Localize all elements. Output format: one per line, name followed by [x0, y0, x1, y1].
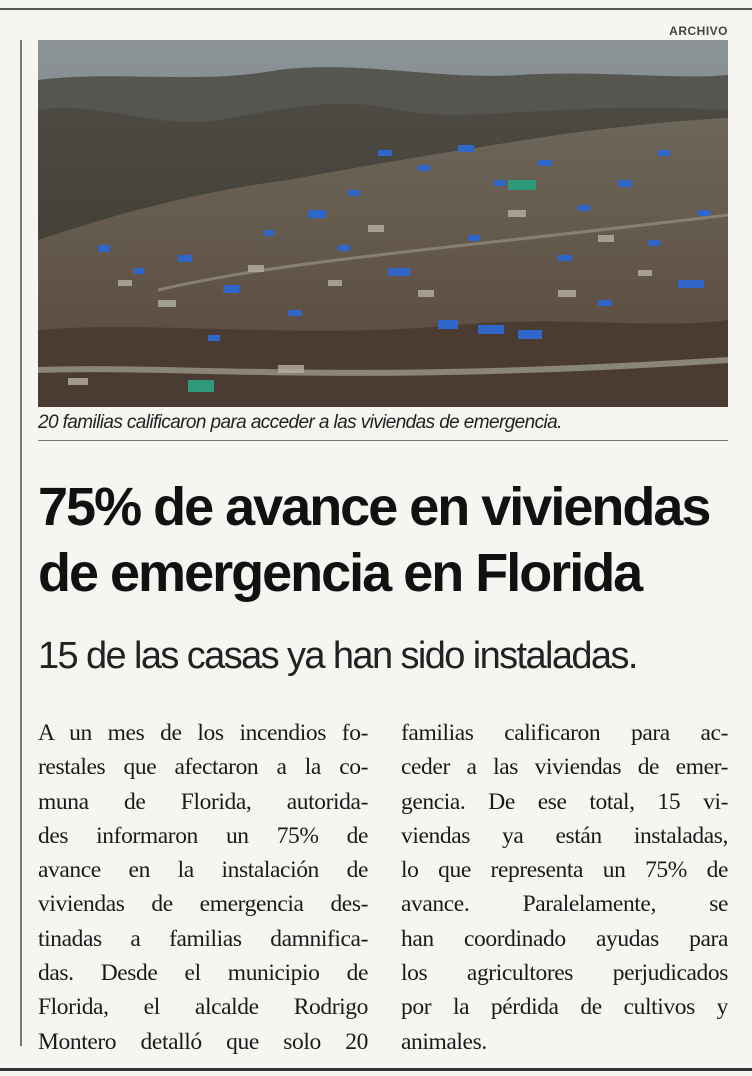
body-line: familias calificaron para ac-: [401, 720, 728, 746]
column-divider-left: [20, 40, 22, 1046]
body-line: Montero detalló que solo 20: [38, 1028, 368, 1055]
headline-line: 75% de avance en viviendas: [38, 477, 710, 537]
article-photo: [38, 40, 728, 407]
body-line: los agricultores perjudicados: [401, 960, 728, 987]
subheadline: 15 de las casas ya han sido instaladas.: [38, 635, 637, 677]
body-line: avance en la instalación de: [38, 857, 368, 884]
caption-divider: [38, 440, 728, 441]
bottom-rule: [0, 1068, 752, 1071]
body-line: tinadas a familias damnifica-: [38, 925, 368, 952]
body-line: viendas ya están instaladas,: [401, 822, 728, 849]
body-line: das. Desde el municipio de: [38, 960, 368, 987]
body-line: des informaron un 75% de: [38, 822, 368, 849]
body-line: animales.: [401, 1028, 487, 1055]
body-line: viviendas de emergencia des-: [38, 891, 368, 918]
photo-caption: 20 familias calificaron para acceder a las viviendas de emergencia.: [38, 412, 562, 433]
body-column-left: [38, 716, 368, 1059]
body-line: ceder a las viviendas de emer-: [401, 754, 728, 781]
body-line: Florida, el alcalde Rodrigo: [38, 994, 368, 1021]
photo-credit: ARCHIVO: [669, 24, 728, 38]
headline: [38, 474, 738, 606]
body-line: han coordinado ayudas para: [401, 925, 728, 952]
body-column-right: [401, 716, 728, 1059]
body-line: avance. Paralelamente, se: [401, 891, 728, 918]
body-line: por la pérdida de cultivos y: [401, 994, 728, 1021]
body-line: A un mes de los incendios fo-: [38, 720, 368, 746]
top-rule: [0, 8, 752, 10]
body-line: lo que representa un 75% de: [401, 857, 728, 884]
body-line: restales que afectaron a la co-: [38, 754, 368, 781]
headline-line: de emergencia en Florida: [38, 543, 642, 603]
body-line: gencia. De ese total, 15 vi-: [401, 788, 728, 815]
aerial-hillside-photo: [38, 40, 728, 407]
body-line: muna de Florida, autorida-: [38, 788, 368, 815]
